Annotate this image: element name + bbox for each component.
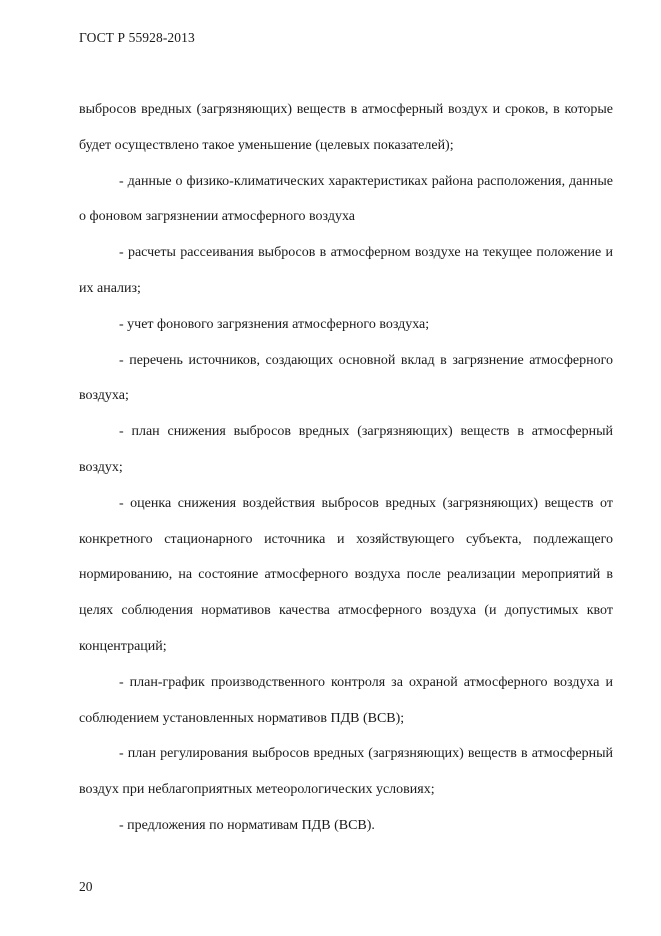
list-item-source-list: - перечень источников, создающих основной вклад в загрязнение атмосферного воздуха; bbox=[79, 352, 613, 404]
list-item-control-schedule: - план-график производственного контроля за охраной атмосферного воздуха и соблюдением установленных нормативов ПДВ (ВСВ); bbox=[79, 674, 613, 726]
list-item-dispersion-calculations: - расчеты рассеивания выбросов в атмосферном воздухе на текущее положение и их анализ; bbox=[79, 245, 613, 296]
paragraph-continuation: выбросов вредных (загрязняющих) веществ в атмосферный воздух и сроков, в которые будет осуществлено такое уменьшение (целевых показателей); bbox=[79, 102, 613, 153]
list-item-pdv-proposals: - предложения по нормативам ПДВ (ВСВ). bbox=[119, 817, 375, 833]
document-header: ГОСТ Р 55928-2013 bbox=[79, 30, 195, 45]
page-number: 20 bbox=[79, 879, 93, 894]
list-item-background-pollution: - учет фонового загрязнения атмосферного воздуха; bbox=[119, 316, 430, 332]
list-item-climate-data: - данные о физико-климатических характеристиках района расположения, данные о фоновом загрязнении атмосферного воздуха bbox=[79, 173, 613, 225]
document-body bbox=[79, 92, 613, 844]
list-item-reduction-plan: - план снижения выбросов вредных (загрязняющих) веществ в атмосферный воздух; bbox=[79, 424, 613, 475]
list-item-regulation-plan: - план регулирования выбросов вредных (загрязняющих) веществ в атмосферный воздух при неблагоприятных метеорологических условиях; bbox=[79, 746, 613, 798]
list-item-impact-assessment: - оценка снижения воздействия выбросов вредных (загрязняющих) веществ от конкретного стационарного источника и хозяйствующего субъекта, подлежащего нормированию, на состояние атмосферного воздуха после реализации мероприятий в целях соблюдения нормативов качества атмосферного воздуха (и допустимых квот концентраций; bbox=[79, 495, 613, 654]
